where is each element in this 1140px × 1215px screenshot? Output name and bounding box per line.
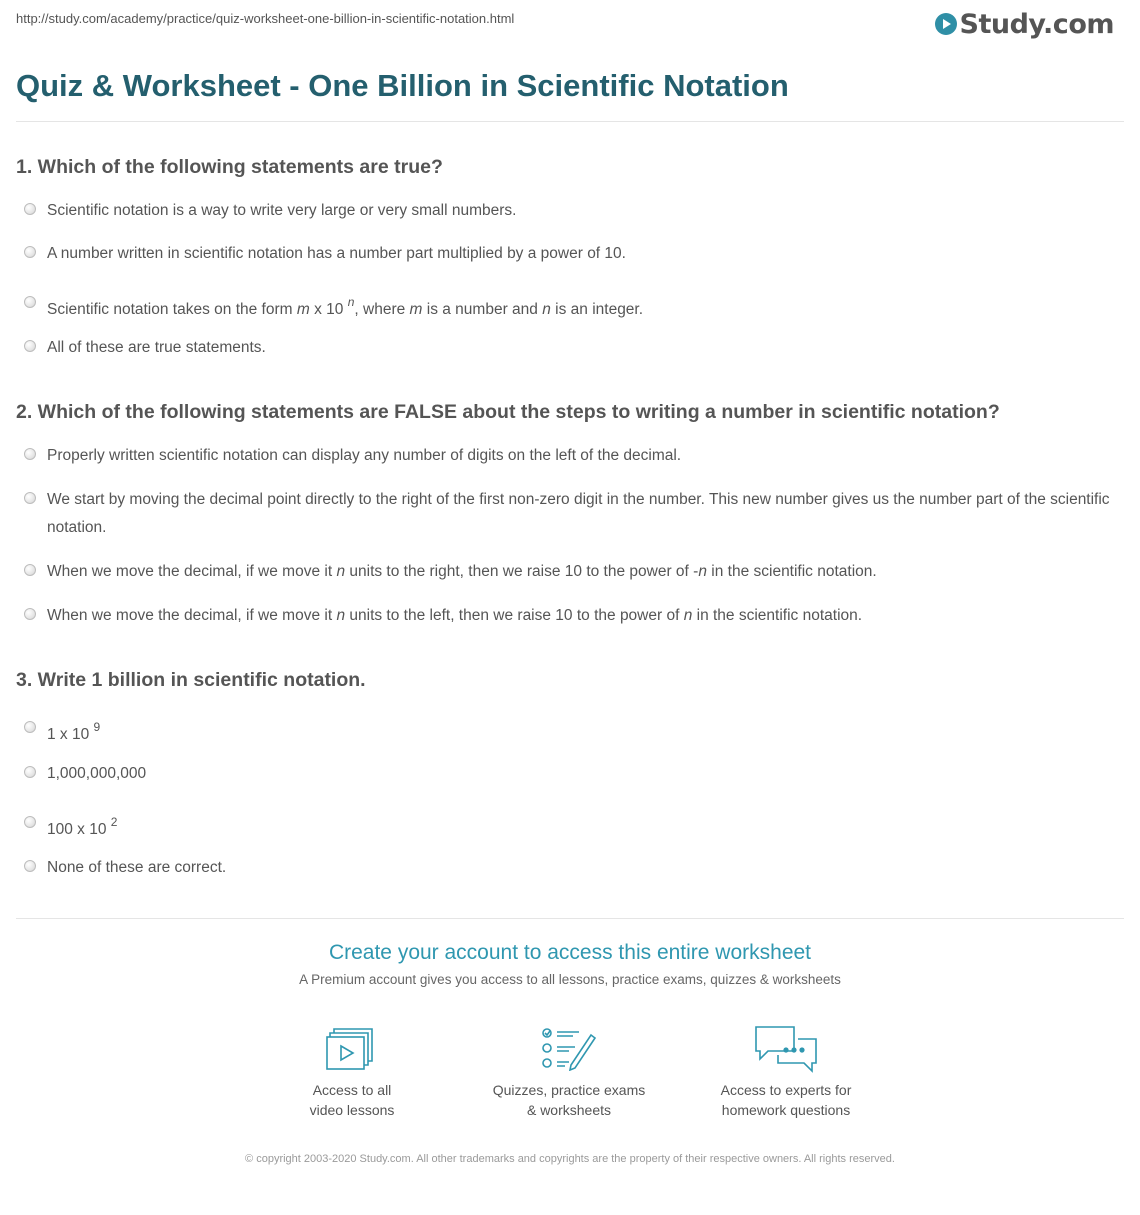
answer-text: 1,000,000,000 <box>47 765 147 782</box>
feature-label: homework questions <box>721 1102 851 1118</box>
radio-button[interactable] <box>24 340 36 352</box>
answer-option[interactable] <box>24 602 1114 630</box>
answer-text: 100 x 10 $^2$ <box>47 815 118 839</box>
radio-button[interactable] <box>24 816 36 828</box>
page-title: Quiz & Worksheet - One Billion in Scientific Notation <box>16 68 789 103</box>
cta-subtitle: A Premium account gives you access to all lessons, practice exams, quizzes & worksheets <box>299 972 841 987</box>
question-1-title: 1. Which of the following statements are true? <box>16 156 443 178</box>
quiz-checklist-icon <box>479 1024 659 1074</box>
question-2-title: 2. Which of the following statements are FALSE about the steps to writing a number in scientific notation? <box>16 401 1000 423</box>
answer-text: Scientific notation takes on the form m x 10 $^n$, where m is a number and n is an integer. <box>47 295 644 319</box>
answer-text: We start by moving the decimal point directly to the right of the first non-zero digit in the number. This new number gives us the number part of the scientific notation. <box>47 491 1110 536</box>
answer-option[interactable] <box>24 334 1114 362</box>
answer-text: 1 x 10 $^9$ <box>47 720 101 744</box>
radio-button[interactable] <box>24 564 36 576</box>
answer-text: All of these are true statements. <box>47 339 266 356</box>
answer-text: When we move the decimal, if we move it n units to the left, then we raise 10 to the power of n in the scientific notation. <box>47 607 863 624</box>
video-lessons-icon <box>262 1024 442 1074</box>
radio-button[interactable] <box>24 448 36 460</box>
radio-button[interactable] <box>24 721 36 733</box>
feature-label: & worksheets <box>526 1102 612 1118</box>
divider <box>16 918 1124 919</box>
create-account-link[interactable]: Create your account to access this entire worksheet <box>328 941 812 964</box>
divider <box>16 121 1124 122</box>
radio-button[interactable] <box>24 492 36 504</box>
logo-text: Study.com <box>959 8 1114 40</box>
radio-button[interactable] <box>24 766 36 778</box>
study-logo[interactable] <box>935 6 1114 42</box>
radio-button[interactable] <box>24 296 36 308</box>
page-url: http://study.com/academy/practice/quiz-worksheet-one-billion-in-scientific-notation.html <box>16 11 515 26</box>
answer-option[interactable] <box>24 197 1114 225</box>
answer-text: Scientific notation is a way to write very large or very small numbers. <box>47 202 517 219</box>
feature-label: Access to all <box>312 1082 392 1098</box>
feature-label: Quizzes, practice exams <box>492 1082 646 1098</box>
play-logo-icon <box>935 13 957 35</box>
radio-button[interactable] <box>24 608 36 620</box>
feature-quizzes <box>479 1024 659 1120</box>
copyright-notice: © copyright 2003-2020 Study.com. All other trademarks and copyrights are the property of their respective owners. All rights reserved. <box>245 1153 895 1165</box>
chat-experts-icon <box>696 1024 876 1074</box>
radio-button[interactable] <box>24 203 36 215</box>
answer-text: A number written in scientific notation has a number part multiplied by a power of 10. <box>47 245 626 262</box>
answer-option[interactable] <box>24 486 1114 542</box>
question-3-title: 3. Write 1 billion in scientific notation. <box>16 669 366 691</box>
answer-option[interactable] <box>24 715 1114 749</box>
feature-video-lessons <box>262 1024 442 1120</box>
answer-text: None of these are correct. <box>47 859 227 876</box>
answer-option[interactable] <box>24 558 1114 586</box>
feature-label: Access to experts for <box>720 1082 852 1098</box>
answer-text: When we move the decimal, if we move it n units to the right, then we raise 10 to the power of -n in the scientific notation. <box>47 563 877 580</box>
answer-option[interactable] <box>24 854 1114 882</box>
radio-button[interactable] <box>24 246 36 258</box>
radio-button[interactable] <box>24 860 36 872</box>
answer-text: Properly written scientific notation can display any number of digits on the left of the decimal. <box>47 447 682 464</box>
answer-option[interactable] <box>24 810 1114 844</box>
answer-option[interactable] <box>24 290 1114 324</box>
feature-label: video lessons <box>309 1102 395 1118</box>
answer-option[interactable] <box>24 760 1114 788</box>
answer-option[interactable] <box>24 442 1114 470</box>
answer-option[interactable] <box>24 240 1114 268</box>
feature-experts <box>696 1024 876 1120</box>
